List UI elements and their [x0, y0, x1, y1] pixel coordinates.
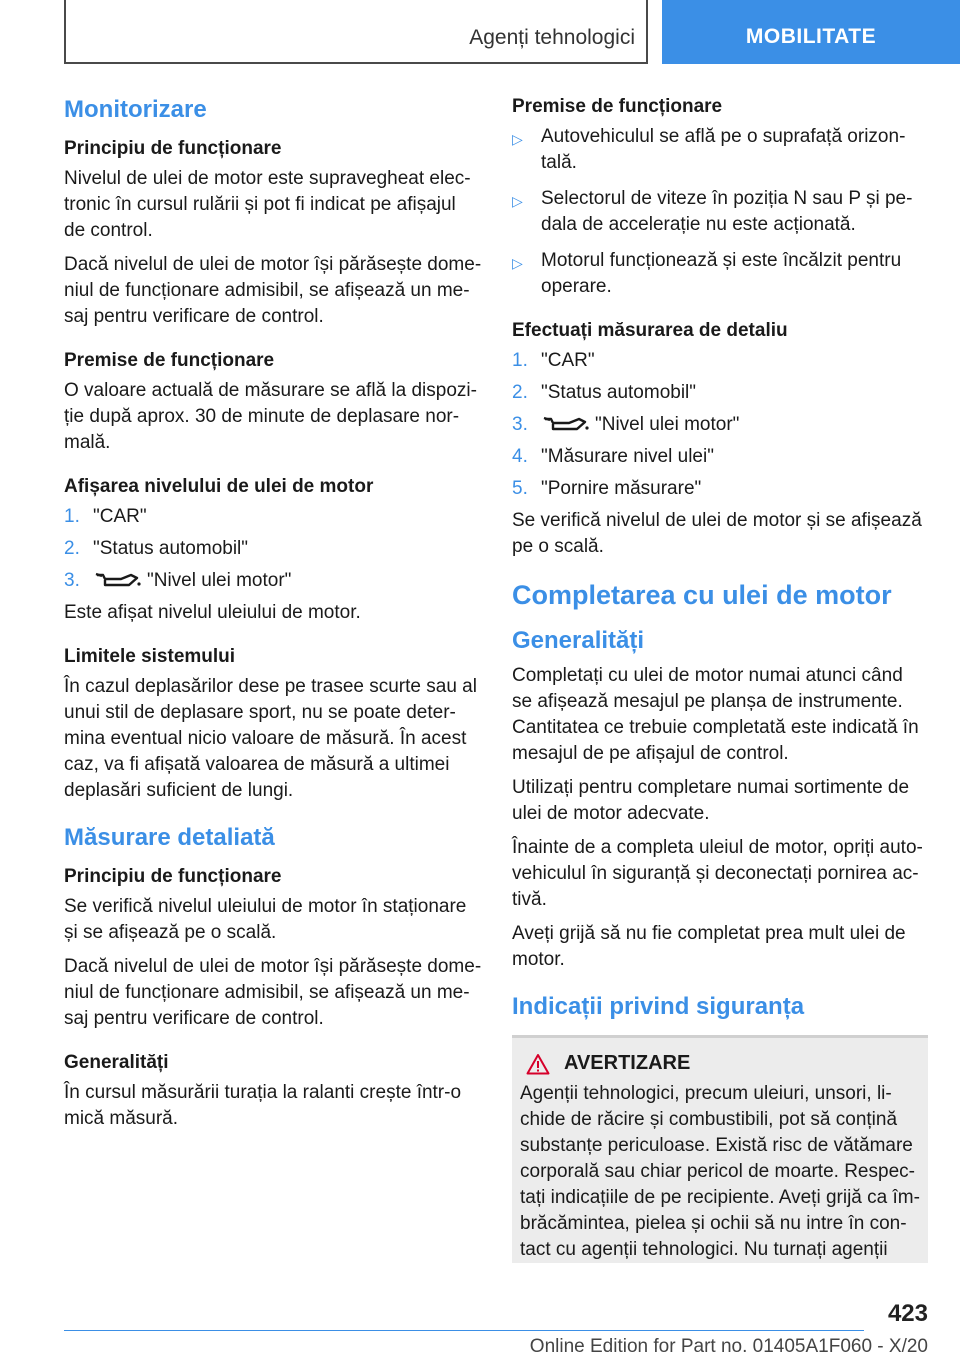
- step-number: 3.: [512, 414, 528, 435]
- step-text: "Nivel ulei motor": [595, 414, 740, 435]
- paragraph: Utilizați pentru completare numai sortimente de ulei de motor adecvate.: [512, 777, 910, 824]
- step-text: "Status automobil": [93, 538, 249, 559]
- paragraph: Completați cu ulei de motor numai atunci când se afișează mesajul pe planșa de instrumente. Cantitatea ce trebuie completată este indicată în mesajul de pe afișajul de control.: [512, 665, 919, 764]
- list-item-text: Autovehiculul se află pe o suprafață orizontală.: [541, 126, 906, 173]
- step-text: "Pornire măsurare": [541, 478, 702, 499]
- paragraph: Dacă nivelul de ulei de motor își părăsește domeniul de funcționare admisibil, se afișează un mesaj pentru verificare de control.: [64, 956, 482, 1029]
- warning-title-text: AVERTIZARE: [564, 1052, 691, 1074]
- step-text: "Status automobil": [541, 382, 697, 403]
- footer-divider: [64, 1330, 864, 1331]
- step-number: 2.: [512, 382, 528, 403]
- step-number: 5.: [512, 478, 528, 499]
- subheading-general: Generalități: [64, 1052, 169, 1073]
- header-section-title: Agenți tehnologici: [469, 26, 635, 49]
- list-item-text: Motorul funcționează și este încălzit pentru operare.: [541, 250, 902, 297]
- topup-general-block: [512, 663, 928, 973]
- warning-title: [520, 1052, 920, 1075]
- step-text: "CAR": [93, 506, 147, 527]
- warning-box: [512, 1035, 928, 1263]
- step-number: 3.: [64, 570, 80, 591]
- prerequisites-block: [64, 350, 482, 456]
- section-title-safety: Indicații privind siguranța: [512, 993, 805, 1020]
- warning-triangle-icon: [526, 1053, 550, 1075]
- triangle-bullet-icon: ▷: [512, 131, 523, 147]
- step-text: "CAR": [541, 350, 595, 371]
- subheading-perform-measurement: Efectuați măsurarea de detaliu: [512, 320, 788, 341]
- subheading-display-oil-level: Afișarea nivelului de ulei de motor: [64, 476, 374, 497]
- paragraph: Se verifică nivelul de ulei de motor și se afișează pe o scală.: [512, 510, 922, 557]
- list-item: [64, 504, 482, 530]
- step-number: 2.: [64, 538, 80, 559]
- list-item: [512, 248, 928, 300]
- paragraph: În cursul măsurării turația la ralanti crește într-o mică măsură.: [64, 1082, 462, 1129]
- left-column: [64, 96, 482, 1152]
- steps-list: [64, 504, 482, 594]
- right-column: [512, 96, 928, 1263]
- list-item: [64, 568, 482, 594]
- system-limits-block: [64, 646, 482, 804]
- list-item: [512, 124, 928, 176]
- list-item: [512, 476, 928, 502]
- section-title-general: Generalități: [512, 627, 645, 654]
- subheading-system-limits: Limitele sistemului: [64, 646, 236, 667]
- step-text: "Nivel ulei motor": [147, 570, 292, 591]
- list-item-text: Selectorul de viteze în poziția N sau P și pedala de accelerație nu este acționată.: [541, 188, 913, 235]
- detail-principle-block: [64, 866, 482, 1032]
- list-item: [512, 380, 928, 406]
- section-title-detailed-measurement: Măsurare detaliată: [64, 824, 275, 851]
- principle-block: [64, 138, 482, 330]
- detail-measure-block: [512, 320, 928, 560]
- steps-list: [512, 348, 928, 502]
- paragraph: Nivelul de ulei de motor este supravegheat electronic în cursul rulării și pot fi indicat pe afișajul de control.: [64, 168, 471, 241]
- list-item: [512, 444, 928, 470]
- page-number: 423: [887, 1300, 928, 1327]
- header-chapter-tab: MOBILITATE: [662, 0, 960, 64]
- section-title-top-up-oil: Completarea cu ulei de motor: [512, 580, 892, 610]
- warning-text: Agenții tehnologici, precum uleiuri, unsori, lichide de răcire și combustibili, pot să conțină substanțe periculoase. Există risc de vătămare corporală sau chiar pericol de moarte. Respectați indicațiile de pe recipiente. Aveți grijă ca îmbrăcămintea, pielea și ochii să nu intre în contact cu agenții tehnologici. Nu turnați agenții: [520, 1083, 920, 1260]
- step-number: 4.: [512, 446, 528, 467]
- list-item: [512, 348, 928, 374]
- step-text: "Măsurare nivel ulei": [541, 446, 714, 467]
- list-item: [512, 186, 928, 238]
- subheading-prerequisites: Premise de funcționare: [64, 350, 275, 371]
- paragraph: În cazul deplasărilor dese pe trasee scurte sau al unui stil de deplasare sport, nu se poate determina eventual nicio valoare de măsură. În acest caz, va fi afișată valoarea de măsură a ultimei deplasări suficient de lungi.: [64, 676, 477, 801]
- paragraph: Se verifică nivelul uleiului de motor în staționare și se afișează pe o scală.: [64, 896, 467, 943]
- paragraph: Este afișat nivelul uleiului de motor.: [64, 602, 361, 623]
- subheading-prerequisites: Premise de funcționare: [512, 96, 723, 117]
- step-number: 1.: [64, 506, 80, 527]
- oil-can-icon: [541, 414, 589, 434]
- subheading-principle: Principiu de funcționare: [64, 866, 282, 887]
- list-item: [64, 536, 482, 562]
- paragraph: Dacă nivelul de ulei de motor își părăsește domeniul de funcționare admisibil, se afișează un mesaj pentru verificare de control.: [64, 254, 482, 327]
- paragraph: Înainte de a completa uleiul de motor, opriți autovehiculul în siguranță și deconectați pornirea activă.: [512, 837, 923, 910]
- oil-can-icon: [93, 570, 141, 590]
- list-item: [512, 412, 928, 438]
- general-block: [64, 1052, 482, 1132]
- footer-edition: Online Edition for Part no. 01405A1F060 - X/20: [529, 1336, 928, 1357]
- bullet-list: [512, 124, 928, 300]
- triangle-bullet-icon: ▷: [512, 255, 523, 271]
- section-title-monitoring: Monitorizare: [64, 96, 207, 123]
- display-oil-level-block: [64, 476, 482, 626]
- detail-prerequisites-block: [512, 96, 928, 300]
- step-number: 1.: [512, 350, 528, 371]
- triangle-bullet-icon: ▷: [512, 193, 523, 209]
- paragraph: O valoare actuală de măsurare se află la dispoziție după aprox. 30 de minute de deplasare normală.: [64, 380, 477, 453]
- subheading-principle: Principiu de funcționare: [64, 138, 282, 159]
- paragraph: Aveți grijă să nu fie completat prea mult ulei de motor.: [512, 923, 906, 970]
